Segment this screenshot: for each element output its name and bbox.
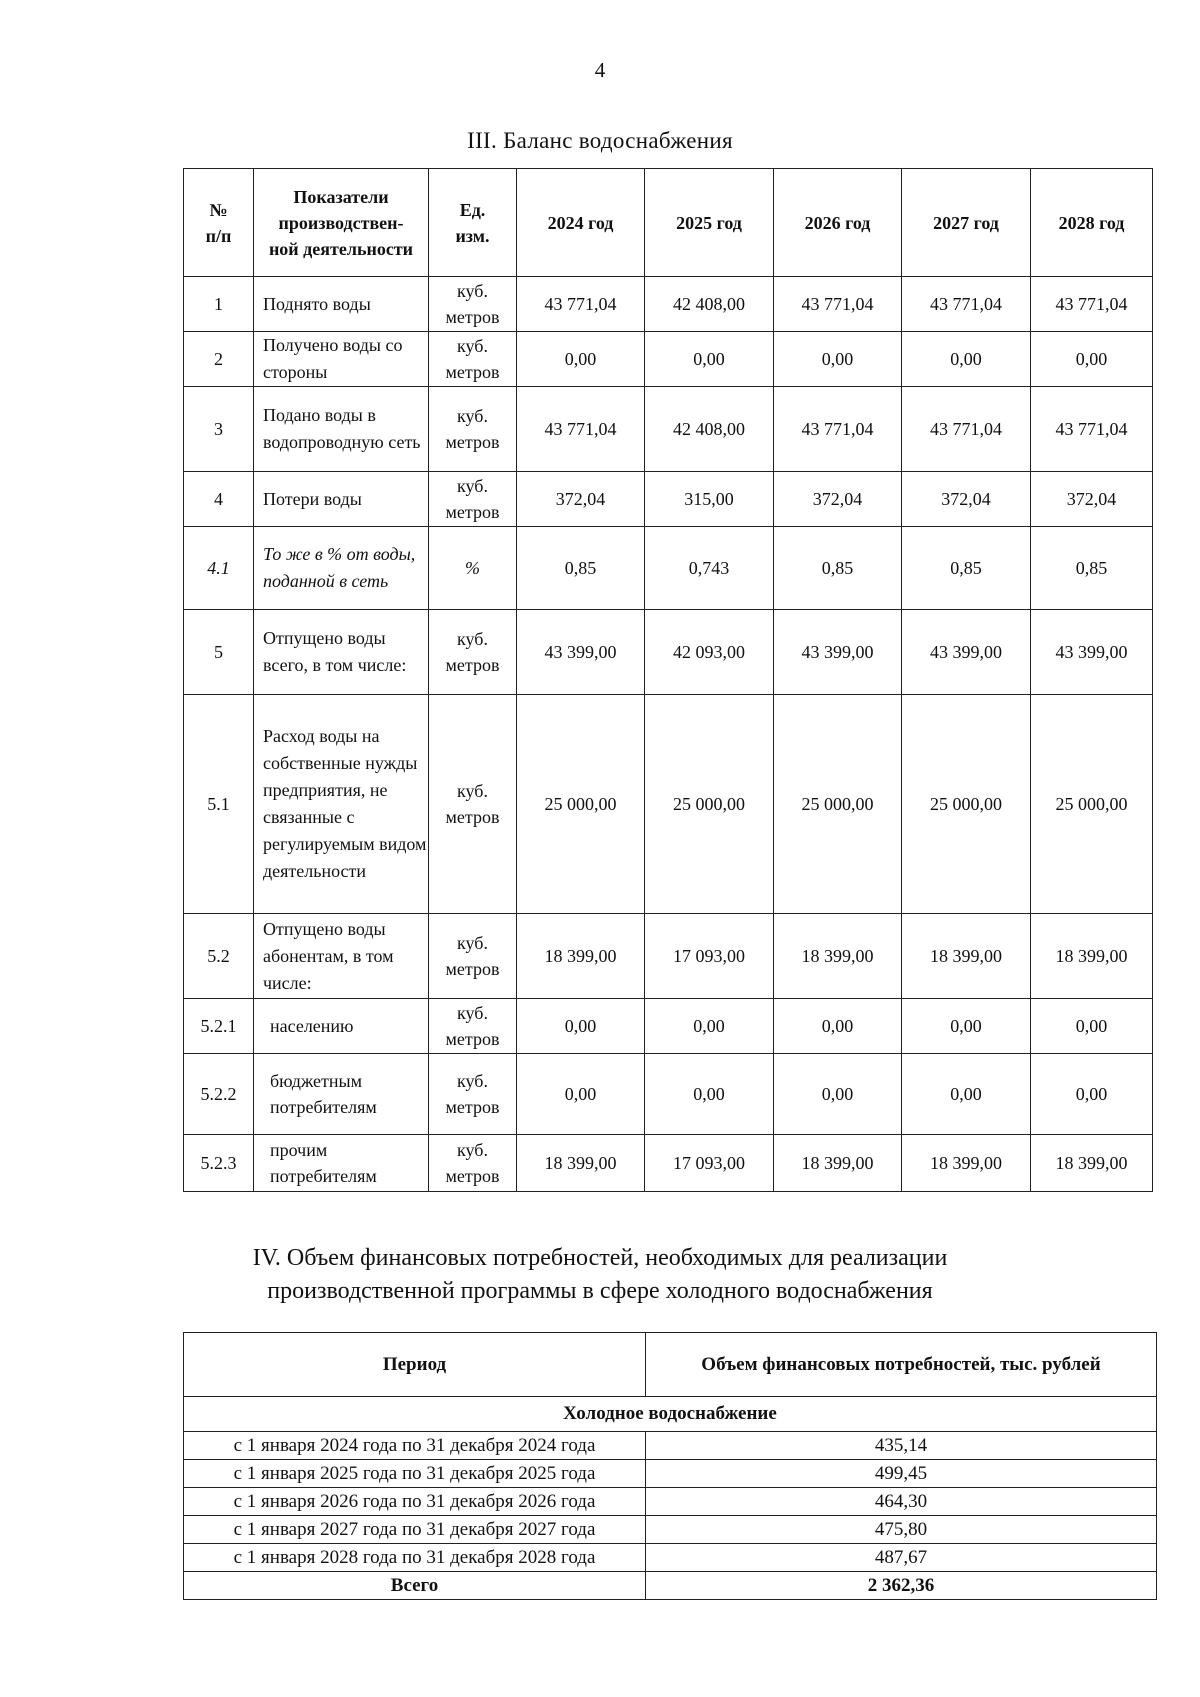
row-value: 43 771,04	[1031, 387, 1153, 472]
total-row	[184, 1572, 1157, 1600]
finance-group-row	[184, 1397, 1157, 1432]
header-year-2024: 2024 год	[517, 169, 645, 277]
balance-header-row	[184, 169, 1153, 277]
header-amount: Объем финансовых потребностей, тыс. рублей	[646, 1333, 1157, 1397]
page-number: 4	[594, 58, 606, 82]
header-year-2027: 2027 год	[902, 169, 1031, 277]
row-value: 43 771,04	[774, 387, 902, 472]
row-number: 4.1	[184, 527, 254, 610]
row-value: 17 093,00	[645, 914, 774, 999]
amount-cell: 435,14	[646, 1432, 1157, 1460]
row-value: 42 408,00	[645, 387, 774, 472]
amount-cell: 487,67	[646, 1544, 1157, 1572]
section-title-balance: III. Баланс водоснабжения	[467, 128, 733, 153]
row-value: 43 399,00	[902, 610, 1031, 695]
row-number: 5.2	[184, 914, 254, 999]
row-indicator: Расход воды на собственные нужды предприятия, не связанные с регулируемым видом деятельности	[254, 695, 429, 914]
row-number: 5.2.1	[184, 999, 254, 1054]
header-year-2025: 2025 год	[645, 169, 774, 277]
row-value: 18 399,00	[902, 914, 1031, 999]
finance-header-row	[184, 1333, 1157, 1397]
row-value: 18 399,00	[774, 914, 902, 999]
row-value: 0,85	[774, 527, 902, 610]
header-unit: Ед. изм.	[429, 169, 517, 277]
header-no: № п/п	[184, 169, 254, 277]
row-number: 5	[184, 610, 254, 695]
row-value: 0,00	[902, 1054, 1031, 1135]
amount-cell: 464,30	[646, 1488, 1157, 1516]
row-number: 5.2.2	[184, 1054, 254, 1135]
row-unit: куб. метров	[429, 610, 517, 695]
row-value: 0,00	[645, 1054, 774, 1135]
row-indicator: Подано воды в водопроводную сеть	[254, 387, 429, 472]
row-indicator: бюджетным потребителям	[254, 1054, 429, 1135]
row-value: 0,00	[1031, 999, 1153, 1054]
row-value: 0,00	[517, 332, 645, 387]
row-value: 18 399,00	[517, 914, 645, 999]
row-value: 372,04	[774, 472, 902, 527]
row-unit: куб. метров	[429, 1135, 517, 1192]
row-value: 18 399,00	[1031, 1135, 1153, 1192]
row-value: 372,04	[517, 472, 645, 527]
table-row	[184, 1135, 1153, 1192]
row-value: 43 399,00	[1031, 610, 1153, 695]
row-value: 25 000,00	[774, 695, 902, 914]
row-indicator: Отпущено воды всего, в том числе:	[254, 610, 429, 695]
section-title-finance-line1: IV. Объем финансовых потребностей, необходимых для реализации	[252, 1245, 948, 1271]
row-value: 0,00	[902, 999, 1031, 1054]
row-value: 315,00	[645, 472, 774, 527]
row-value: 0,00	[1031, 332, 1153, 387]
row-unit: куб. метров	[429, 1054, 517, 1135]
row-indicator: То же в % от воды, поданной в сеть	[254, 527, 429, 610]
row-number: 3	[184, 387, 254, 472]
row-value: 0,85	[517, 527, 645, 610]
row-value: 42 093,00	[645, 610, 774, 695]
row-value: 25 000,00	[902, 695, 1031, 914]
row-value: 0,743	[645, 527, 774, 610]
row-unit: %	[429, 527, 517, 610]
row-indicator: Отпущено воды абонентам, в том числе:	[254, 914, 429, 999]
row-value: 0,00	[902, 332, 1031, 387]
row-value: 43 771,04	[1031, 277, 1153, 332]
header-year-2028: 2028 год	[1031, 169, 1153, 277]
header-year-2026: 2026 год	[774, 169, 902, 277]
row-unit: куб. метров	[429, 695, 517, 914]
row-value: 372,04	[1031, 472, 1153, 527]
total-label: Всего	[184, 1572, 646, 1600]
row-indicator: прочим потребителям	[254, 1135, 429, 1192]
header-indicator: Показатели производствен- ной деятельности	[254, 169, 429, 277]
row-value: 0,00	[1031, 1054, 1153, 1135]
row-value: 0,00	[774, 999, 902, 1054]
table-row	[184, 387, 1153, 472]
row-unit: куб. метров	[429, 387, 517, 472]
row-value: 43 771,04	[774, 277, 902, 332]
table-row	[184, 1054, 1153, 1135]
table-row	[184, 277, 1153, 332]
period-cell: с 1 января 2026 года по 31 декабря 2026 года	[184, 1488, 646, 1516]
table-row	[184, 999, 1153, 1054]
financial-needs-table	[183, 1332, 1157, 1600]
row-unit: куб. метров	[429, 914, 517, 999]
period-cell: с 1 января 2024 года по 31 декабря 2024 года	[184, 1432, 646, 1460]
row-indicator: Получено воды со стороны	[254, 332, 429, 387]
row-value: 43 771,04	[517, 277, 645, 332]
period-cell: с 1 января 2027 года по 31 декабря 2027 года	[184, 1516, 646, 1544]
row-number: 2	[184, 332, 254, 387]
row-value: 18 399,00	[517, 1135, 645, 1192]
row-value: 43 771,04	[902, 387, 1031, 472]
row-value: 0,00	[517, 1054, 645, 1135]
row-value: 18 399,00	[902, 1135, 1031, 1192]
row-value: 43 771,04	[517, 387, 645, 472]
row-value: 43 399,00	[774, 610, 902, 695]
period-cell: с 1 января 2025 года по 31 декабря 2025 года	[184, 1460, 646, 1488]
row-number: 5.2.3	[184, 1135, 254, 1192]
group-label: Холодное водоснабжение	[184, 1397, 1157, 1432]
row-number: 5.1	[184, 695, 254, 914]
row-value: 43 771,04	[902, 277, 1031, 332]
section-title-finance	[0, 1242, 1200, 1308]
row-number: 1	[184, 277, 254, 332]
row-unit: куб. метров	[429, 999, 517, 1054]
row-unit: куб. метров	[429, 472, 517, 527]
table-row	[184, 695, 1153, 914]
row-number: 4	[184, 472, 254, 527]
row-value: 18 399,00	[1031, 914, 1153, 999]
row-value: 17 093,00	[645, 1135, 774, 1192]
row-value: 25 000,00	[517, 695, 645, 914]
row-value: 0,00	[774, 1054, 902, 1135]
amount-cell: 499,45	[646, 1460, 1157, 1488]
table-row	[184, 610, 1153, 695]
row-value: 18 399,00	[774, 1135, 902, 1192]
row-value: 372,04	[902, 472, 1031, 527]
table-row	[184, 332, 1153, 387]
table-row	[184, 914, 1153, 999]
row-value: 43 399,00	[517, 610, 645, 695]
row-value: 0,00	[645, 332, 774, 387]
row-value: 25 000,00	[1031, 695, 1153, 914]
row-unit: куб. метров	[429, 277, 517, 332]
row-value: 0,00	[517, 999, 645, 1054]
period-cell: с 1 января 2028 года по 31 декабря 2028 года	[184, 1544, 646, 1572]
row-value: 0,00	[645, 999, 774, 1054]
table-row	[184, 1516, 1157, 1544]
water-balance-table	[183, 168, 1153, 1192]
row-value: 25 000,00	[645, 695, 774, 914]
row-unit: куб. метров	[429, 332, 517, 387]
row-indicator: Потери воды	[254, 472, 429, 527]
row-indicator: населению	[254, 999, 429, 1054]
table-row	[184, 472, 1153, 527]
table-row	[184, 527, 1153, 610]
table-row	[184, 1432, 1157, 1460]
row-value: 0,85	[1031, 527, 1153, 610]
row-indicator: Поднято воды	[254, 277, 429, 332]
section-title-finance-line2: производственной программы в сфере холодного водоснабжения	[267, 1278, 933, 1304]
row-value: 0,85	[902, 527, 1031, 610]
table-row	[184, 1544, 1157, 1572]
table-row	[184, 1460, 1157, 1488]
header-period: Период	[184, 1333, 646, 1397]
row-value: 42 408,00	[645, 277, 774, 332]
amount-cell: 475,80	[646, 1516, 1157, 1544]
total-amount: 2 362,36	[646, 1572, 1157, 1600]
table-row	[184, 1488, 1157, 1516]
row-value: 0,00	[774, 332, 902, 387]
